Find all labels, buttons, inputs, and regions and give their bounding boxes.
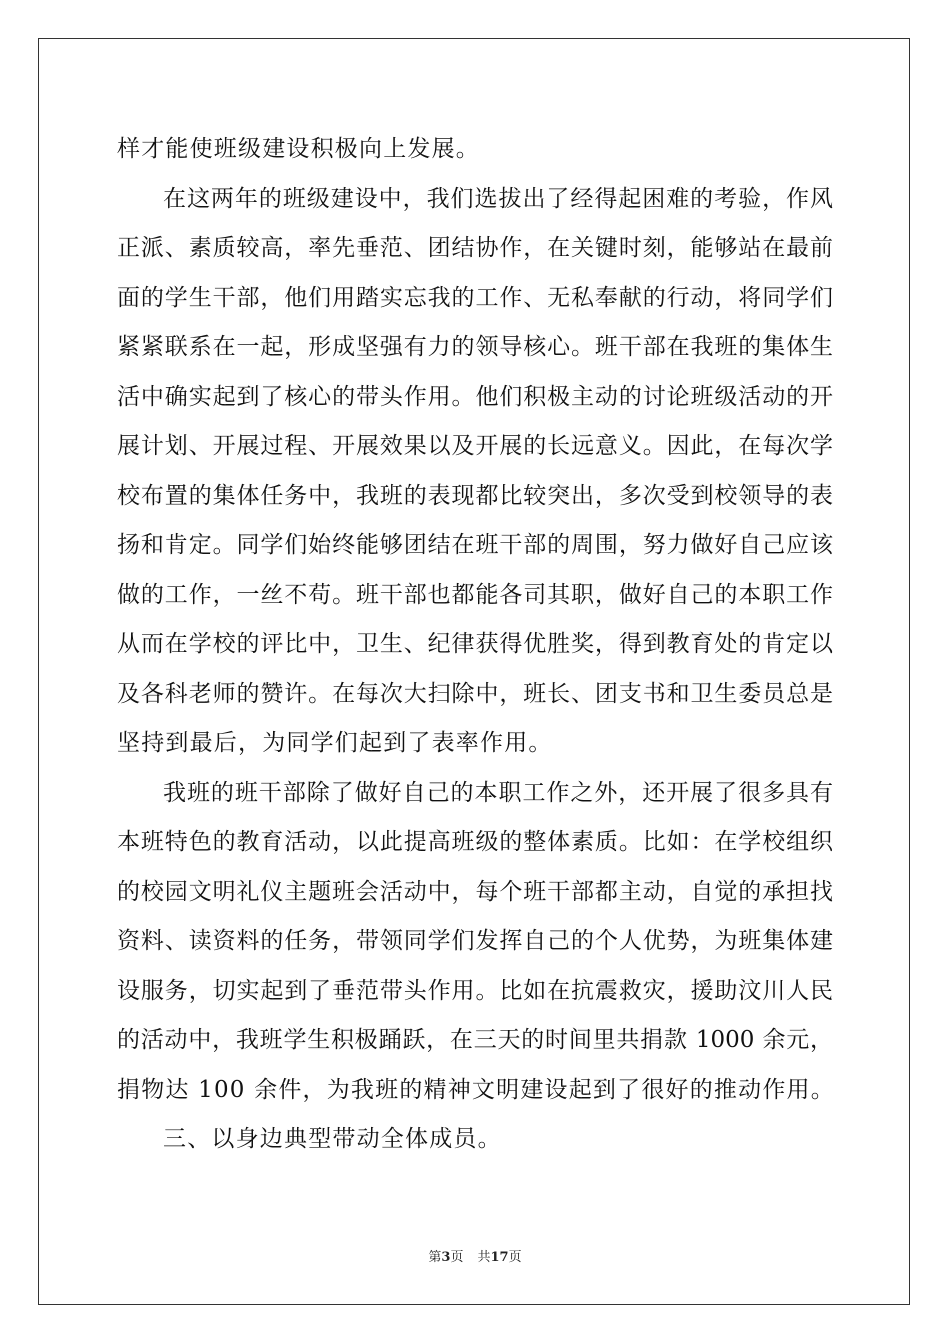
page-footer [0,1246,950,1265]
text-line: 做的工作，一丝不苟。班干部也都能各司其职，做好自己的本职工作 [117,581,833,608]
text-line: 坚持到最后，为同学们起到了表率作用。 [117,730,553,756]
text-line: 设服务，切实起到了垂范带头作用。比如在抗震救灾，援助汶川人民 [117,977,833,1004]
text-line: 的活动中，我班学生积极踊跃，在三天的时间里共捐款 1000 余元， [117,1027,833,1053]
total-prefix: 共 [477,1250,491,1265]
text-line: 扬和肯定。同学们始终能够团结在班干部的周围，努力做好自己应该 [117,532,833,558]
total-suffix: 页 [508,1250,522,1265]
text-line: 紧紧联系在一起，形成坚强有力的领导核心。班干部在我班的集体生 [117,334,833,360]
total-pages: 17 [490,1250,509,1265]
text-line: 校布置的集体任务中，我班的表现都比较突出，多次受到校领导的表 [117,482,833,509]
text-line: 面的学生干部，他们用踏实忘我的工作、无私奉献的行动，将同学们 [117,284,833,311]
text-line: 从而在学校的评比中，卫生、纪律获得优胜奖，得到教育处的肯定以 [117,631,833,657]
text-line: 资料、读资料的任务，带领同学们发挥自己的个人优势，为班集体建 [117,928,833,954]
text-line: 及各科老师的赞许。在每次大扫除中，班长、团支书和卫生委员总是 [117,680,833,707]
text-line: 在这两年的班级建设中，我们选拔出了经得起困难的考验，作风 [163,185,833,212]
text-line: 本班特色的教育活动，以此提高班级的整体素质。比如：在学校组织 [117,829,833,855]
text-line: 正派、素质较高，率先垂范、团结协作，在关键时刻，能够站在最前 [117,235,833,261]
text-line: 捐物达 100 余件，为我班的精神文明建设起到了很好的推动作用。 [117,1076,835,1103]
text-line: 活中确实起到了核心的带头作用。他们积极主动的讨论班级活动的开 [117,383,833,410]
page-prefix: 第 [428,1250,442,1265]
document-body [117,125,833,1165]
text-line: 的校园文明礼仪主题班会活动中，每个班干部都主动，自觉的承担找 [117,878,833,905]
page-suffix: 页 [450,1250,464,1265]
text-line: 展计划、开展过程、开展效果以及开展的长远意义。因此，在每次学 [117,433,833,459]
page-number: 3 [441,1250,451,1265]
text-line: 样才能使班级建设积极向上发展。 [117,136,480,162]
text-line: 我班的班干部除了做好自己的本职工作之外，还开展了很多具有 [163,779,833,806]
section-heading: 三、以身边典型带动全体成员。 [163,1126,502,1152]
